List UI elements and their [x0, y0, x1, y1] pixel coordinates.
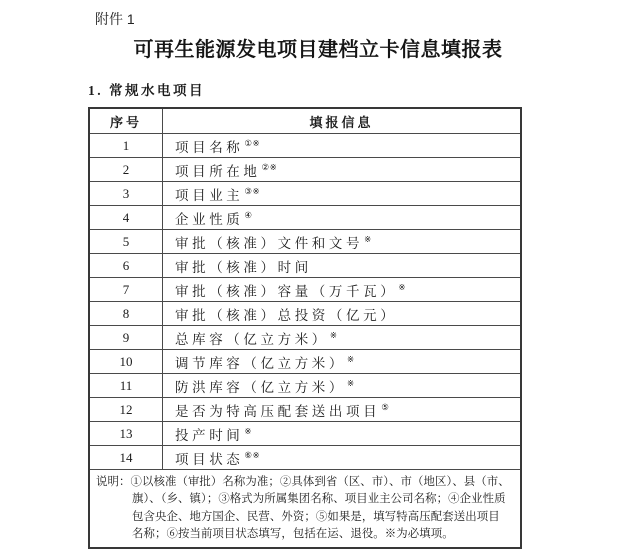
header-filing-info: 填报信息: [163, 108, 522, 134]
row-serial-number: 2: [89, 158, 163, 182]
footnote-marker: ⑥※: [244, 450, 261, 460]
row-field-label: [163, 374, 522, 398]
table-row: [89, 254, 521, 278]
footnote-marker: ※: [329, 330, 338, 340]
row-field-label: [163, 158, 522, 182]
row-field-label: [163, 134, 522, 158]
row-field-label: [163, 350, 522, 374]
field-label-text: 是否为特高压配套送出项目: [175, 403, 381, 419]
table-row: [89, 398, 521, 422]
table-row: [89, 422, 521, 446]
table-row: [89, 206, 521, 230]
row-field-label: [163, 254, 522, 278]
row-serial-number: 14: [89, 446, 163, 470]
footnote-marker: ※: [347, 378, 355, 388]
table-row: [89, 302, 521, 326]
row-serial-number: 13: [89, 422, 163, 446]
footnote-marker: ④: [244, 210, 253, 220]
field-label-text: 审批（核准）时间: [175, 259, 312, 275]
note-label: 说明：: [96, 476, 131, 488]
field-label-text: 总库容（亿立方米）: [175, 331, 329, 347]
row-field-label: [163, 398, 522, 422]
page-title: 可再生能源发电项目建档立卡信息填报表: [133, 39, 503, 61]
row-field-label: [163, 182, 522, 206]
row-serial-number: 3: [89, 182, 163, 206]
attachment-label: 附件 1: [95, 11, 135, 27]
row-serial-number: 9: [89, 326, 163, 350]
table-row: [89, 278, 521, 302]
row-field-label: [163, 302, 522, 326]
footnote-marker: ※: [398, 282, 406, 292]
table-row: [89, 134, 521, 158]
table-note: [96, 474, 515, 543]
field-label-text: 防洪库容（亿立方米）: [175, 379, 346, 395]
table-row: [89, 374, 521, 398]
note-line-3: 包含央企、地方国企、民营、外资；⑤如果是，填写特高压配套送出项目: [132, 510, 500, 523]
row-serial-number: 12: [89, 398, 163, 422]
table-row: [89, 446, 521, 470]
row-serial-number: 10: [89, 350, 163, 374]
note-cell: [89, 470, 521, 549]
row-serial-number: 6: [89, 254, 163, 278]
row-field-label: [163, 206, 522, 230]
field-label-text: 项目所在地: [175, 163, 261, 179]
field-label-text: 项目状态: [175, 451, 244, 467]
field-label-text: 审批（核准）总投资（亿元）: [175, 307, 398, 323]
field-label-text: 项目名称: [175, 139, 244, 155]
note-line-4: 名称；⑥按当前项目状态填写，包括在运、退役。※为必填项。: [132, 527, 454, 540]
field-label-text: 投产时间: [175, 427, 244, 443]
section-heading: 1. 常规水电项目: [88, 83, 205, 98]
footnote-marker: ※: [244, 426, 253, 436]
row-field-label: [163, 326, 522, 350]
table-header-row: [89, 108, 521, 134]
row-serial-number: 5: [89, 230, 163, 254]
footnote-marker: ⑤: [381, 402, 390, 412]
table-row: [89, 230, 521, 254]
table-row: [89, 158, 521, 182]
note-line-1: ①以核准（审批）名称为准；②具体到省（区、市）、市（地区）、县（市、: [130, 476, 510, 488]
table-row: [89, 350, 521, 374]
row-field-label: [163, 422, 522, 446]
field-label-text: 审批（核准）文件和文号: [175, 235, 364, 251]
row-serial-number: 11: [89, 374, 163, 398]
filing-info-table: [88, 107, 522, 549]
table-row: [89, 182, 521, 206]
field-label-text: 项目业主: [175, 187, 244, 203]
table-row: [89, 326, 521, 350]
footnote-marker: ①※: [244, 138, 261, 148]
row-serial-number: 7: [89, 278, 163, 302]
row-field-label: [163, 446, 522, 470]
row-serial-number: 1: [89, 134, 163, 158]
row-serial-number: 8: [89, 302, 163, 326]
row-serial-number: 4: [89, 206, 163, 230]
table-note-row: [89, 470, 521, 549]
row-field-label: [163, 230, 522, 254]
footnote-marker: ※: [364, 234, 372, 244]
row-field-label: [163, 278, 522, 302]
note-line-2: 旗）、（乡、镇）；③格式为所属集团名称、项目业主公司名称；④企业性质: [132, 493, 506, 506]
field-label-text: 审批（核准）容量（万千瓦）: [175, 283, 398, 299]
field-label-text: 企业性质: [175, 211, 244, 227]
footnote-marker: ②※: [261, 162, 278, 172]
header-serial-number: 序号: [89, 108, 163, 134]
footnote-marker: ※: [347, 354, 355, 364]
field-label-text: 调节库容（亿立方米）: [175, 355, 346, 371]
footnote-marker: ③※: [244, 186, 261, 196]
